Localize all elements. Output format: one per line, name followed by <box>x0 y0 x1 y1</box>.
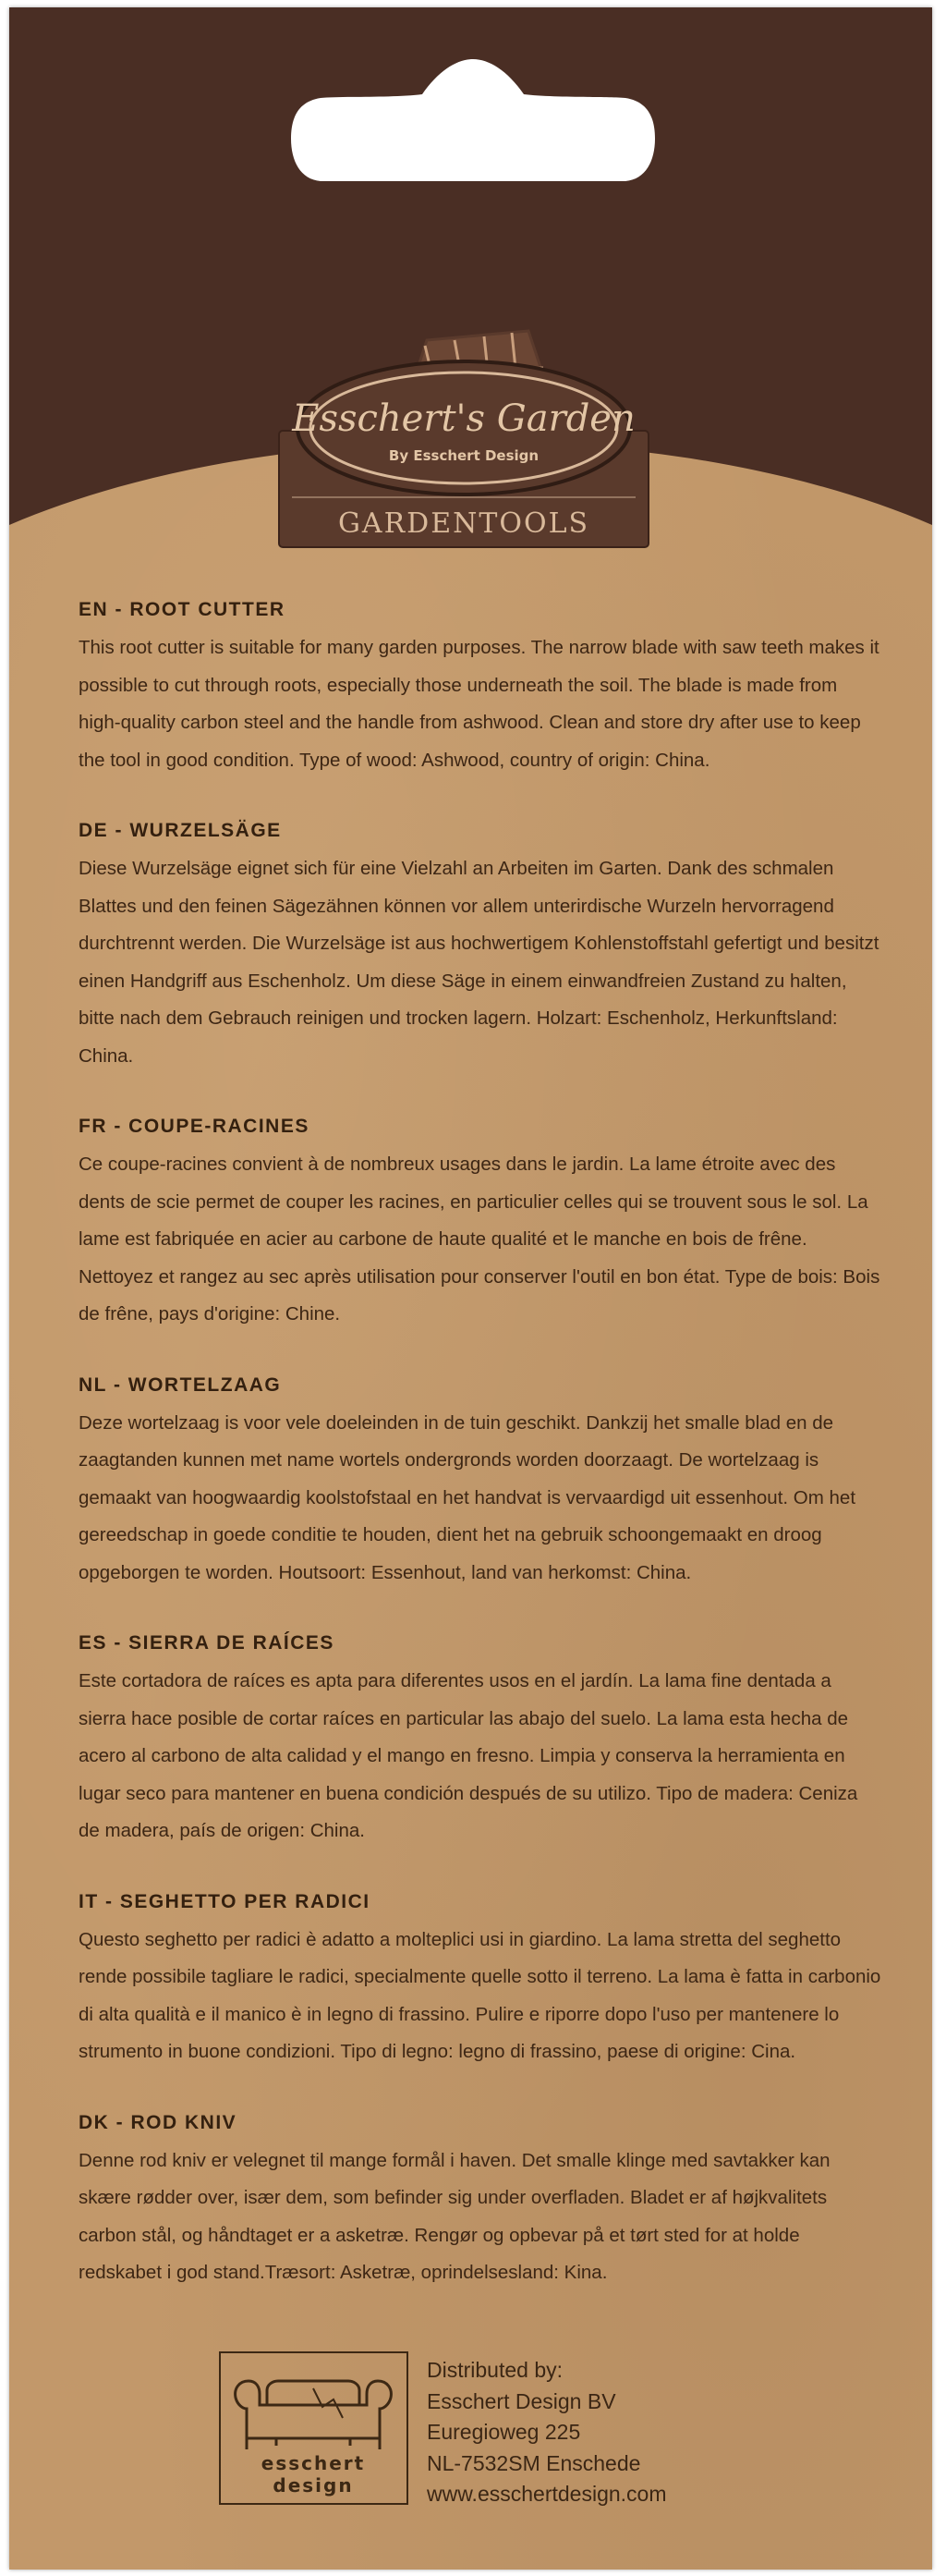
section-body: This root cutter is suitable for many garden purposes. The narrow blade with saw teeth makes it possible to cut through roots, especially those underneath the soil. The blade is made from high-quality carbon steel and the handle from ashwood. Clean and store dry after use to keep the tool in good condition. Type of wood: Ashwood, country of origin: China. <box>79 637 879 771</box>
section-dk <box>79 2112 882 2292</box>
hang-hole <box>284 50 662 190</box>
section-body: Deze wortelzaag is voor vele doeleinden in de tuin geschikt. Dankzij het smalle blad en de zaagtanden kunnen met name wortels ondergronds worden doorzaagt. De wortelzaag is gemaakt van hoogwaardig koolstofstaal en het handvat is vervaardigd uit essenhout. Om het gereedschap in goede conditie te houden, dient het na gebruik schoongemaakt en droog opgeborgen te worden. Houtsoort: Essenhout, land van herkomst: China. <box>79 1411 856 1583</box>
section-fr <box>79 1116 882 1334</box>
sofa-icon <box>236 2381 392 2449</box>
city-address: NL-7532SM Enschede <box>427 2450 641 2475</box>
esschert-design-logo <box>219 2351 408 2505</box>
section-title: ES - SIERRA DE RAÍCES <box>79 1632 334 1654</box>
section-title: EN - ROOT CUTTER <box>79 599 285 620</box>
distributed-by-label: Distributed by: <box>427 2358 564 2382</box>
street-address: Euregioweg 225 <box>427 2420 581 2444</box>
brand-logo <box>270 312 658 571</box>
section-title: FR - COUPE-RACINES <box>79 1116 309 1137</box>
logo-script-name: Esschert's Garden <box>292 397 636 440</box>
distributor-block <box>427 2355 667 2510</box>
footer-brand-line2: design <box>273 2474 354 2497</box>
section-en <box>79 599 882 779</box>
section-de <box>79 820 882 1075</box>
section-title: IT - SEGHETTO PER RADICI <box>79 1890 370 1912</box>
section-it <box>79 1891 882 2071</box>
section-body: Ce coupe-racines convient à de nombreux usages dans le jardin. La lame étroite avec des dents de scie permet de couper les racines, en particulier celles qui se trouvent sous le sol. La lame est fabriquée en acier au carbone de haute qualité et le manche en bois de frêne. Nettoyez et rangez au sec après utilisation pour conserver l'outil en bon état. Type de bois: Bois de frêne, pays d'origine: Chine. <box>79 1154 880 1325</box>
section-title: DK - ROD KNIV <box>79 2111 237 2133</box>
website-link[interactable]: www.esschertdesign.com <box>427 2482 667 2506</box>
logo-banner-text: GARDENTOOLS <box>337 507 590 540</box>
section-title: NL - WORTELZAAG <box>79 1373 282 1396</box>
section-title: DE - WURZELSÄGE <box>79 820 282 841</box>
section-body: Denne rod kniv er velegnet til mange formål i haven. Det smalle klinge med savtakker kan skære rødder over, især dem, som befinder sig under overfladen. Bladet er af højkvalitets carbon stål, og håndtaget er a asketræ. Rengør og opbevar på et tørt sted for at holde redskabet i god stand.Træsort: Asketræ, oprindelsesland: Kina. <box>79 2149 831 2283</box>
footer-brand-line1: esschert <box>261 2452 366 2474</box>
section-es <box>79 1632 882 1850</box>
section-body: Este cortadora de raíces es apta para diferentes usos en el jardín. La lama fine dentada a sierra hace posible de cortar raíces en particular las abajo del suelo. La lama esta hecha de acero al carbono de alta calidad y el mango en fresno. Limpia y conserva la herramienta en lugar seco para mantener en buena condición después de su utilizo. Tipo de madera: Ceniza de madera, país de origen: China. <box>79 1670 858 1841</box>
section-body: Diese Wurzelsäge eignet sich für eine Vielzahl an Arbeiten im Garten. Dank des schmalen Blattes und den feinen Sägezähnen können vor allem unterirdische Wurzeln hervorragend durchtrennt werden. Die Wurzelsäge ist aus hochwertigem Kohlenstoffstahl gefertigt und besitzt einen Handgriff aus Eschenholz. Um diese Säge in einem einwandfreien Zustand zu halten, bitte nach dem Gebrauch reinigen und trocken lagern. Holzart: Eschenholz, Herkunftsland: China. <box>79 858 879 1067</box>
logo-byline: By Esschert Design <box>388 447 540 464</box>
section-nl <box>79 1374 882 1593</box>
company-name: Esschert Design BV <box>427 2388 616 2413</box>
section-body: Questo seghetto per radici è adatto a molteplici usi in giardino. La lama stretta del seghetto rende possibile tagliare le radici, specialmente quelle sotto il terreno. La lama è fatta in carbonio di alta qualità e il manico è in legno di frassino. Pulire e riporre dopo l'uso per mantenere lo strumento in buone condizioni. Tipo di legno: legno di frassino, paese di origine: Cina. <box>79 1928 881 2062</box>
packaging-card <box>9 7 932 2570</box>
description-sections <box>79 599 882 2333</box>
